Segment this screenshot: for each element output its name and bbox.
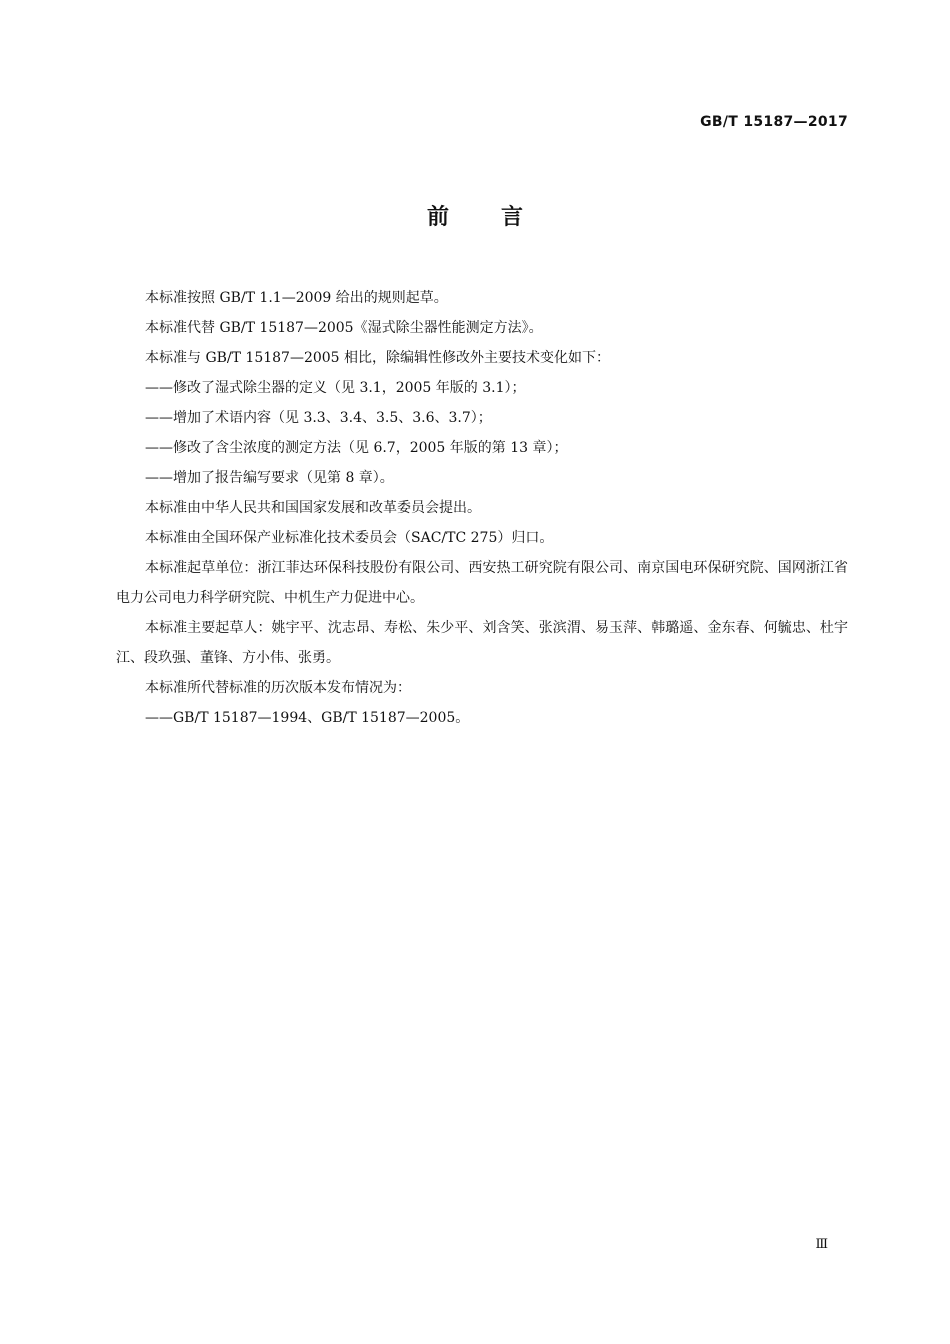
paragraph-replaces: 本标准代替 GB/T 15187—2005《湿式除尘器性能测定方法》。 xyxy=(145,320,543,336)
paragraph-drafters: 本标准主要起草人：姚宇平、沈志昂、寿松、朱少平、刘含笑、张滨渭、易玉萍、韩璐遥、金东春、何毓忠、杜宇江、段玖强、董锋、方小伟、张勇。 xyxy=(116,620,848,666)
paragraph-drafting-rules: 本标准按照 GB/T 1.1—2009 给出的规则起草。 xyxy=(145,290,448,306)
standard-code: GB/T 15187—2017 xyxy=(700,114,848,130)
paragraph-drafting-units: 本标准起草单位：浙江菲达环保科技股份有限公司、西安热工研究院有限公司、南京国电环保研究院、国网浙江省电力公司电力科学研究院、中机生产力促进中心。 xyxy=(116,560,848,606)
document-body xyxy=(116,283,848,733)
paragraph-centralized-by: 本标准由全国环保产业标准化技术委员会（SAC/TC 275）归口。 xyxy=(145,530,554,546)
history-item: ——GB/T 15187—1994、GB/T 15187—2005。 xyxy=(145,710,470,726)
change-item: ——增加了报告编写要求（见第 8 章）。 xyxy=(145,470,394,486)
change-item: ——修改了含尘浓度的测定方法（见 6.7，2005 年版的第 13 章）； xyxy=(145,440,568,456)
change-item: ——修改了湿式除尘器的定义（见 3.1，2005 年版的 3.1）； xyxy=(145,380,526,396)
paragraph-history-intro: 本标准所代替标准的历次版本发布情况为： xyxy=(145,680,411,696)
page-title: 前言 xyxy=(426,205,575,230)
change-item: ——增加了术语内容（见 3.3、3.4、3.5、3.6、3.7）； xyxy=(145,410,492,426)
paragraph-changes-intro: 本标准与 GB/T 15187—2005 相比，除编辑性修改外主要技术变化如下： xyxy=(145,350,611,366)
page-number: Ⅲ xyxy=(815,1237,828,1252)
paragraph-proposed-by: 本标准由中华人民共和国国家发展和改革委员会提出。 xyxy=(145,500,481,516)
